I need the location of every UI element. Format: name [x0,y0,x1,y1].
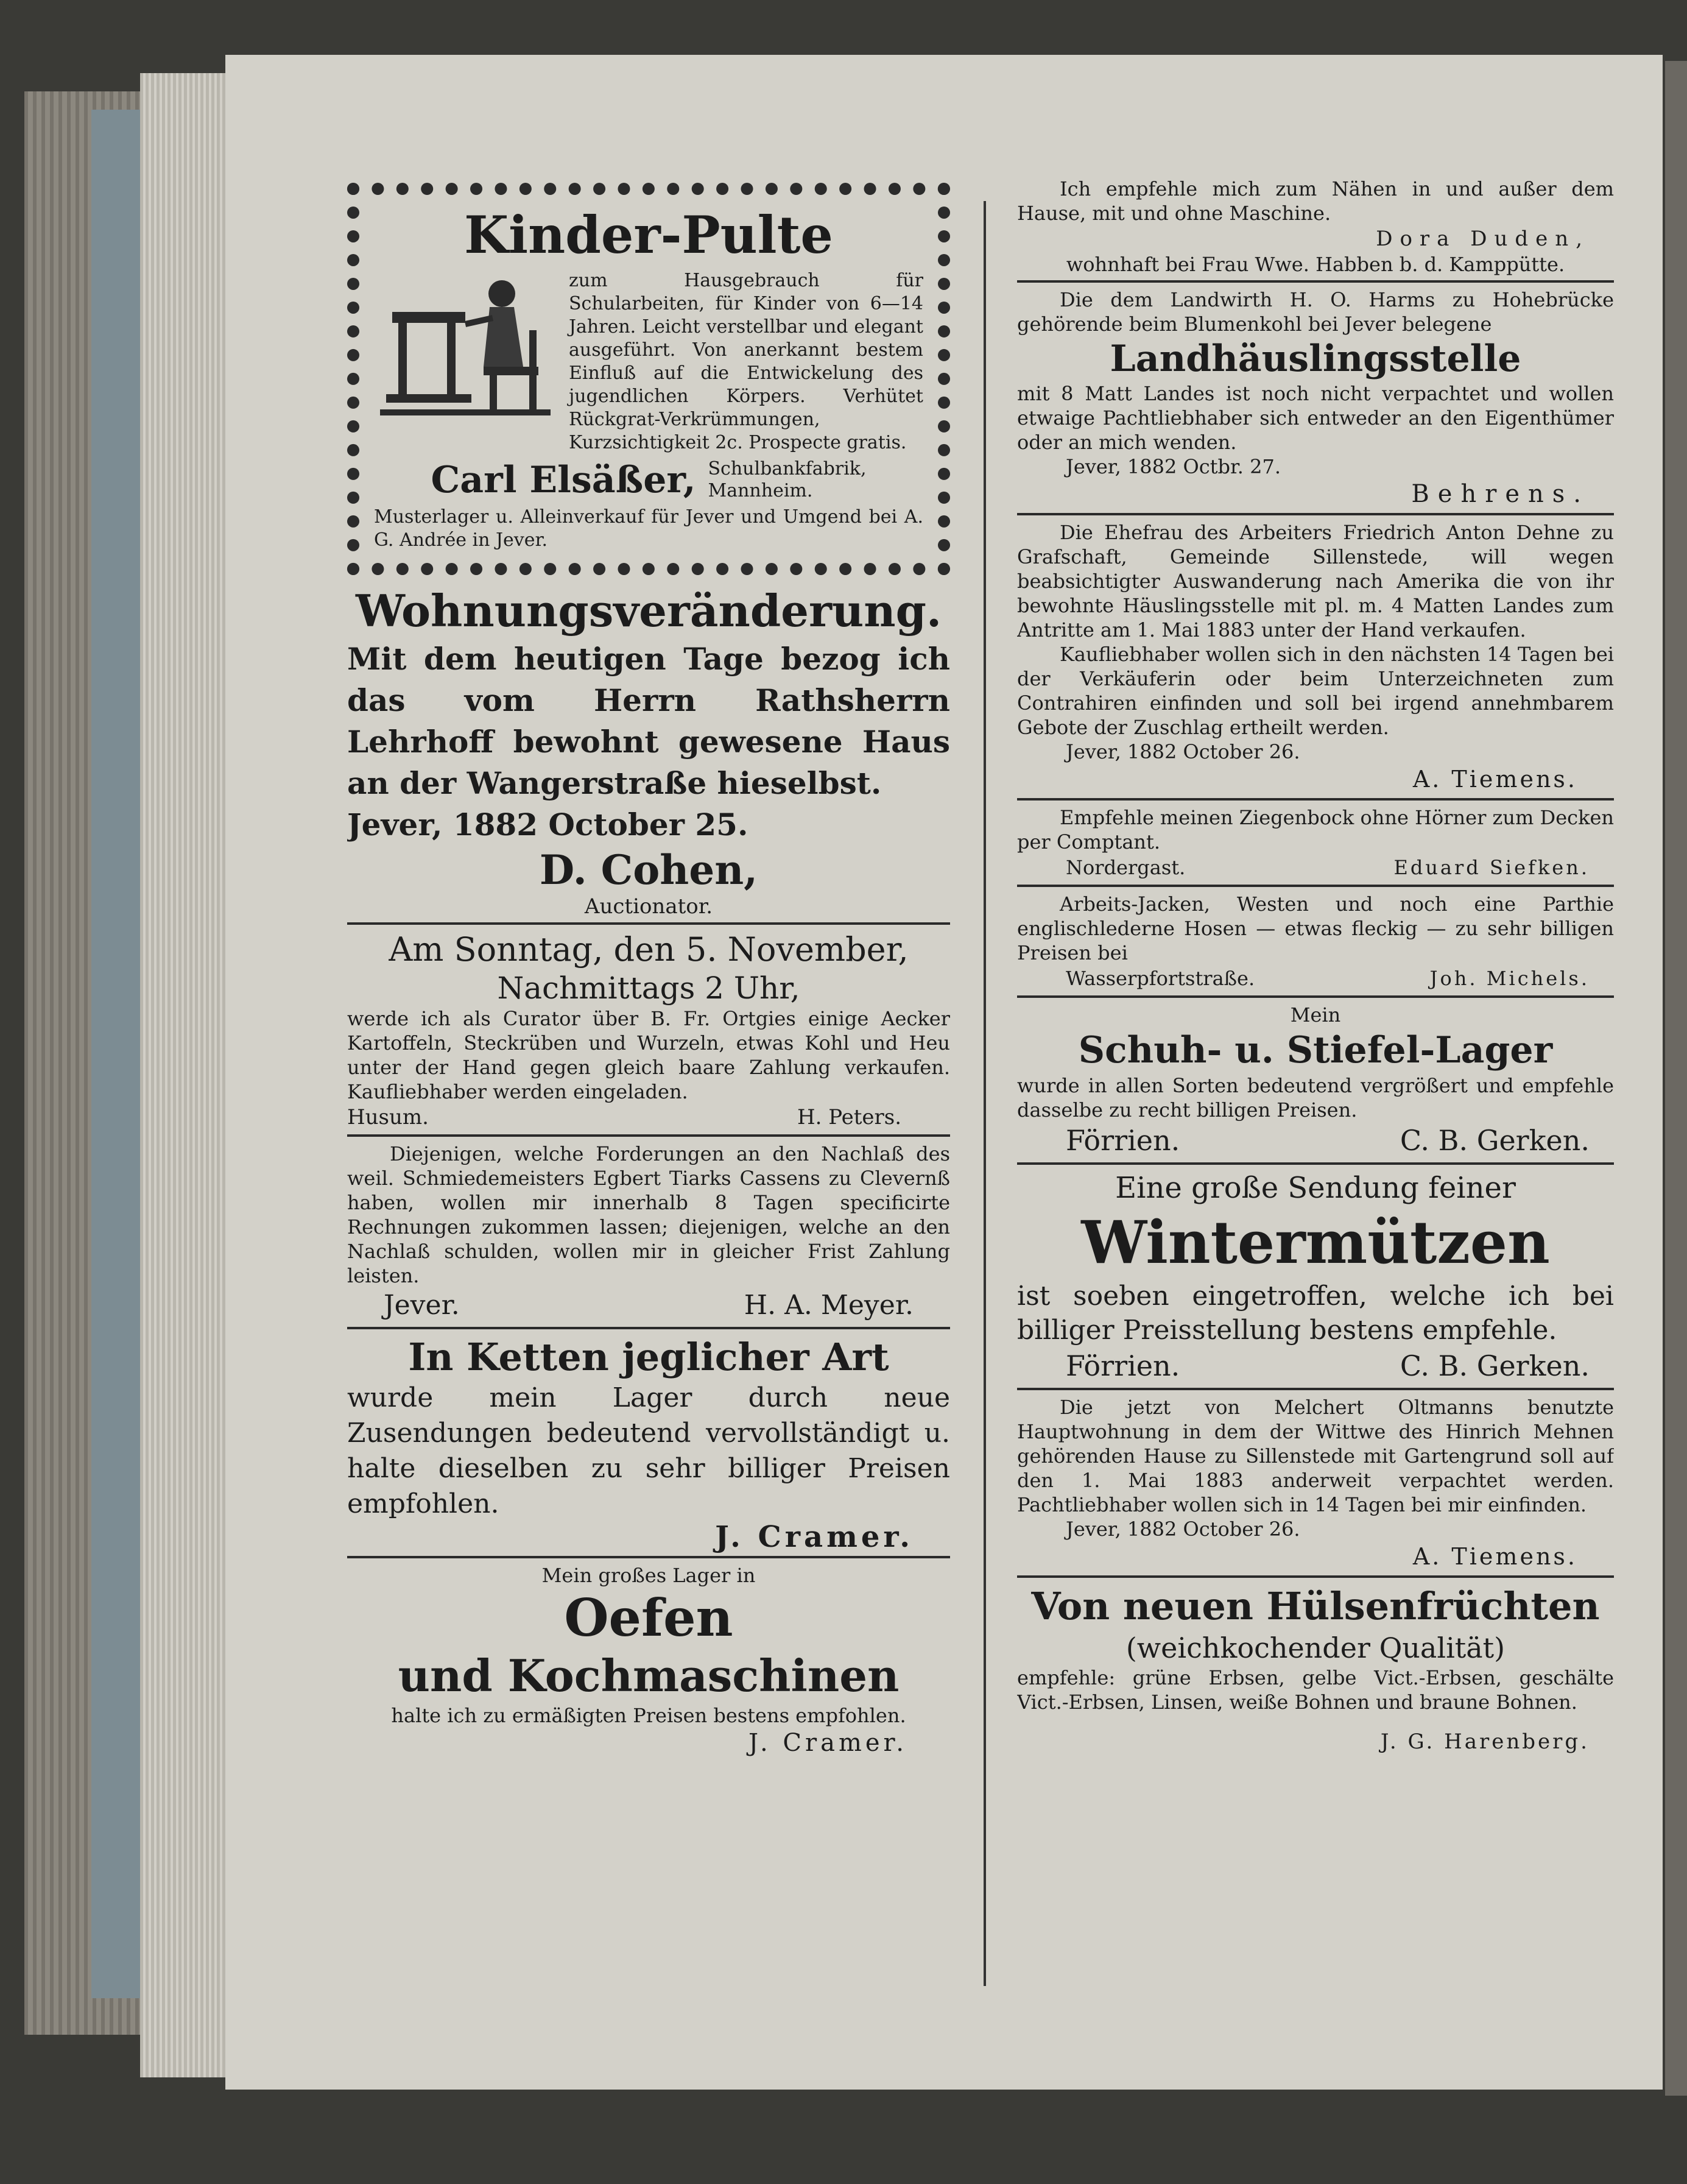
ad-ketten [347,1334,950,1552]
divider [347,1327,950,1329]
ad-title: Von neuen Hülsenfrüchten [1031,1584,1600,1628]
ad-landhaeuslingsstelle [1017,288,1614,509]
facing-page-edge [1665,61,1687,2096]
ad-body: Empfehle meinen Ziegenbock ohne Hörner zum Decken per Comptant. [1017,806,1614,853]
ad-body-2: Kaufliebhaber wollen sich in den nächsten 14 Tagen bei der Verkäuferin oder beim Unterzeichneten zum Contrahiren einfinden und soll bei irgend annehmbarem Gebote der Zuschlag ertheilt werden. [1017,643,1614,739]
ad-place: Wasserpfortstraße. [1066,967,1255,990]
ad-body: Ich empfehle mich zum Nähen in und außer dem Hause, mit und ohne Maschine. [1017,177,1614,225]
ad-kinder-pulte [347,183,950,575]
ad-forderungen [347,1142,950,1323]
ad-signature: A. Tiemens. [1412,1543,1577,1570]
ad-wintermuetzen [1017,1170,1614,1384]
ad-signature: J. Cramer. [715,1520,914,1554]
ad-dateline: Jever, 1882 Octbr. 27. [1066,455,1281,478]
ad-sonntag [347,930,950,1131]
ad-subtitle: (weichkochender Qualität) [1125,1631,1506,1664]
ad-signature: Eduard Siefken. [1393,856,1590,879]
divider [1017,1575,1614,1578]
ad-body: wurde in allen Sorten bedeutend vergrößert und empfehle dasselbe zu recht billigen Preisen. [1017,1074,1614,1122]
ad-name: Dora Duden, [1376,227,1590,251]
ad-body: zum Hausgebrauch für Schularbeiten, für Kinder von 6—14 Jahren. Leicht verstellbar und elegant ausgeführt. Von anerkannt bestem Einfluß auf die Entwickelung des jugendlichen Körpers. Verhütet Rückgrat-Verkrümmungen, Kurzsichtigkeit 2c. Prospecte gratis. [569,270,923,453]
ad-title: Wohnungsveränderung. [355,585,942,637]
ad-ziegenbock [1017,805,1614,881]
ad-title-2: und Kochmaschinen [398,1650,900,1702]
ad-signature: A. Tiemens. [1412,766,1577,793]
divider [1017,513,1614,515]
ad-body: halte ich zu ermäßigten Preisen bestens empfohlen. [391,1704,906,1727]
ad-body: mit 8 Matt Landes ist noch nicht verpachtet und wollen etwaige Pachtliebhaber sich entweder an den Eigenthümer oder an mich wenden. [1017,382,1614,454]
ad-title: Kinder-Pulte [464,205,833,265]
ad-title: Oefen [564,1588,733,1648]
ad-signature: C. B. Gerken. [1400,1124,1590,1157]
divider [1017,798,1614,800]
ad-place: Husum. [347,1105,429,1129]
ad-body: Diejenigen, welche Forderungen an den Nachlaß des weil. Schmiedemeisters Egbert Tiarks Cassens zu Clevernß haben, wollen mir innerhalb 8 Tagen specificirte Rechnungen zukommen lassen; diejenigen, welche an den Nachlaß schulden, wollen mir in gleicher Frist Zahlung leisten. [347,1142,950,1287]
divider [347,1134,950,1137]
divider [1017,995,1614,998]
ad-ehefrau [1017,520,1614,794]
ad-intro: Mein [1290,1003,1341,1027]
ad-intro: Mein großes Lager in [541,1564,756,1587]
ad-place: Förrien. [1066,1349,1180,1382]
right-column [1017,177,1614,2004]
ad-body: Mit dem heutigen Tage bezog ich das vom Herrn Rathsherrn Lehrhoff bewohnt gewesene Haus an der Wangerstraße hieselbst. [347,641,950,801]
ad-title: In Ketten jeglicher Art [408,1335,889,1379]
ad-body: werde ich als Curator über B. Fr. Ortgies einige Aecker Kartoffeln, Steckrüben und Wurzeln, etwas Kohl und Heu unter der Hand gegen gleich baare Zahlung verkaufen. Kaufliebhaber werden eingeladen. [347,1007,950,1103]
ad-title: Am Sonntag, den 5. November, [389,930,909,969]
ad-time: Nachmittags 2 Uhr, [497,970,800,1006]
ad-address: wohnhaft bei Frau Wwe. Habben b. d. Kamppütte. [1066,253,1565,276]
ad-intro: Die dem Landwirth H. O. Harms zu Hohebrücke gehörende beim Blumenkohl bei Jever belegene [1017,288,1614,336]
ad-dateline: Jever, 1882 October 26. [1066,1518,1300,1541]
ad-place: Nordergast. [1066,856,1186,879]
ad-place: Förrien. [1066,1124,1180,1157]
ad-signature: H. Peters. [797,1105,901,1129]
advertiser-name: D. Cohen, [539,846,758,894]
divider [1017,280,1614,283]
ad-schuh [1017,1003,1614,1159]
divider [347,1556,950,1558]
ad-intro: Eine große Sendung feiner [1115,1171,1516,1205]
left-column [347,183,950,2004]
divider [1017,1162,1614,1165]
ad-footer: Musterlager u. Alleinverkauf für Jever und Umgend bei A. G. Andrée in Jever. [374,506,923,551]
ad-signature: H. A. Meyer. [744,1290,914,1321]
page-stack [140,73,231,2077]
ad-title: Landhäuslingsstelle [1110,337,1521,380]
divider [1017,1388,1614,1390]
ad-body: wurde mein Lager durch neue Zusendungen bedeutend vervollständigt u. halte dieselben zu sehr billiger Preisen empfohlen. [347,1382,950,1519]
divider [347,922,950,925]
ad-body: Arbeits-Jacken, Westen und noch eine Parthie englischlederne Hosen — etwas fleckig — zu sehr billigen Preisen bei [1017,892,1614,964]
advertiser-role: Auctionator. [584,894,713,919]
ad-naehen [1017,177,1614,277]
desk-illustration [374,269,557,428]
ad-signature: C. B. Gerken. [1400,1349,1590,1382]
ad-body: empfehle: grüne Erbsen, gelbe Vict.-Erbsen, geschälte Vict.-Erbsen, Linsen, weiße Bohnen und braune Bohnen. [1017,1666,1614,1714]
column-rule [984,201,986,1986]
ad-title: Schuh- u. Stiefel-Lager [1078,1029,1553,1072]
ad-oefen [347,1563,950,1758]
ad-signature: Joh. Michels. [1429,967,1590,990]
ad-jacken [1017,892,1614,992]
advertiser-firm: Schulbankfabrik, Mannheim. [708,458,867,501]
divider [1017,885,1614,887]
ad-dateline: Jever, 1882 October 26. [1066,740,1300,763]
ad-dateline: Jever, 1882 October 25. [347,807,748,843]
ad-huelsenfruechte [1017,1583,1614,1757]
ad-signature: Behrens. [1411,480,1590,508]
book-cover-edge [91,110,140,1998]
ad-wohnungsveraenderung [347,584,950,919]
advertiser-name: Carl Elsäßer, [431,459,696,501]
ad-title: Wintermützen [1081,1208,1550,1277]
ad-signature: J. G. Harenberg. [1380,1730,1590,1754]
ad-body: ist soeben eingetroffen, welche ich bei billiger Preisstellung bestens empfehle. [1017,1281,1614,1346]
ad-body: Die jetzt von Melchert Oltmanns benutzte Hauptwohnung in dem der Wittwe des Hinrich Mehnen gehörenden Hause zu Sillenstede mit Gartengrund soll auf den 1. Mai 1883 anderweit verpachtet werden. Pachtliebhaber wollen sich in 14 Tagen bei mir einfinden. [1017,1396,1614,1516]
ad-body: Die Ehefrau des Arbeiters Friedrich Anton Dehne zu Grafschaft, Gemeinde Sillenstede, will wegen beabsichtigter Auswanderung nach Amerika die von ihr bewohnte Häuslingsstelle mit pl. m. 4 Matten Landes zum Antritte am 1. Mai 1883 unter der Hand verkaufen. [1017,521,1614,641]
ad-place: Jever. [384,1290,460,1321]
ad-oltmanns [1017,1395,1614,1572]
ad-signature: J. Cramer. [748,1729,907,1757]
